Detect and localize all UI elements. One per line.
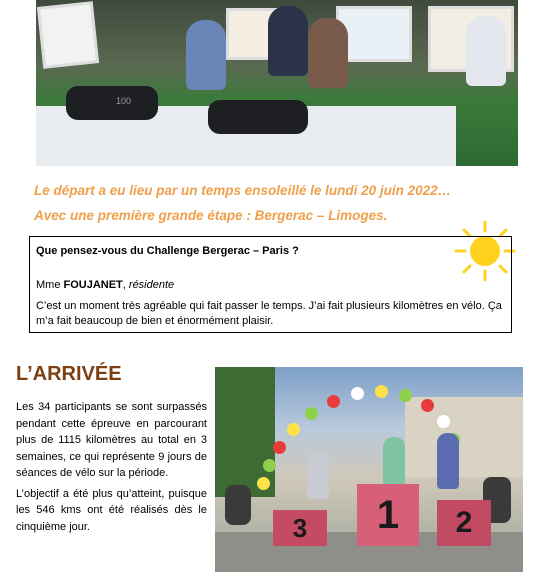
balloon [257, 477, 270, 490]
section-title: L’ARRIVÉE [16, 363, 122, 385]
author-prefix: Mme [36, 279, 64, 291]
headline-line-2: Avec une première grande étape : Bergerac – Limoges. [34, 208, 388, 223]
section-text [16, 399, 207, 539]
balloon [305, 407, 318, 420]
person [308, 18, 348, 88]
interview-box [29, 236, 512, 333]
exercise-bike [225, 485, 251, 525]
podium-third: 3 [273, 510, 327, 546]
photo-exercise-bikes [36, 0, 518, 166]
person [383, 437, 405, 489]
bike-label: 100 [116, 96, 132, 106]
paragraph: Les 34 participants se sont surpassés pendant cette épreuve en parcourant plus de 1115 kilomètres au total en 3 semaines, ce qui représente 9 jours de séances de vélo sur la période. [16, 401, 207, 479]
person [268, 6, 308, 76]
person [186, 20, 226, 90]
exercise-bike [208, 100, 308, 134]
person [437, 433, 459, 489]
author-separator: , [122, 279, 129, 291]
person [307, 451, 329, 499]
exercise-bike [66, 86, 158, 120]
headline-line-1: Le départ a eu lieu par un temps ensoleillé le lundi 20 juin 2022… [34, 183, 452, 198]
balloon [399, 389, 412, 402]
balloon [437, 415, 450, 428]
balloon [421, 399, 434, 412]
podium-first: 1 [357, 484, 419, 546]
paragraph: L’objectif a été plus qu’atteint, puisque les 546 kms ont été réalisés dès le cinquième jour. [16, 487, 207, 533]
podium-second: 2 [437, 500, 491, 546]
author-role: résidente [128, 279, 175, 291]
balloon [263, 459, 276, 472]
balloon [327, 395, 340, 408]
interview-answer: C’est un moment très agréable qui fait passer le temps. J’ai fait plusieurs kilomètres en vélo. Ça m’a fait beaucoup de bien et énormément plaisir. [36, 300, 502, 327]
person [466, 16, 506, 86]
balloon [273, 441, 286, 454]
author-name: FOUJANET [63, 279, 123, 291]
photo-podium [215, 367, 523, 572]
balloon [351, 387, 364, 400]
sign-board [37, 1, 99, 69]
interview-question: Que pensez-vous du Challenge Bergerac – Paris ? [36, 245, 299, 257]
balloon [375, 385, 388, 398]
balloon [287, 423, 300, 436]
interview-author [36, 279, 174, 291]
